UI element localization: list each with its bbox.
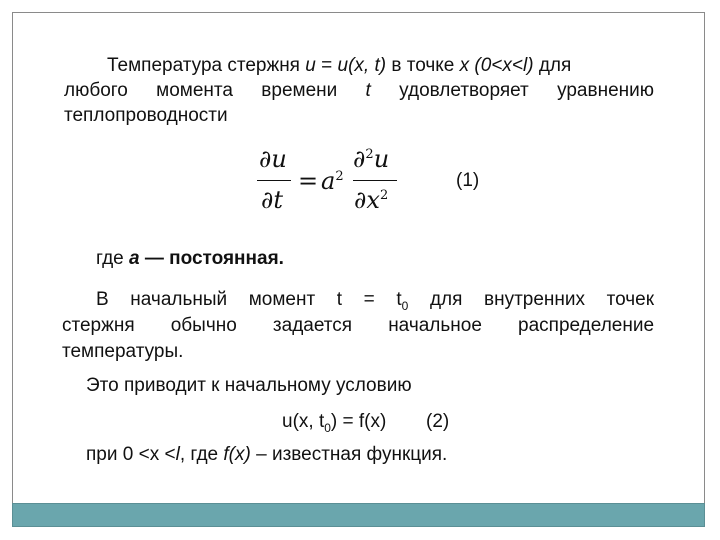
word: В	[96, 289, 109, 310]
paragraph-3: Это приводит к начальному условию	[86, 375, 412, 396]
initial-condition	[282, 409, 386, 441]
text: – известная функция.	[250, 444, 448, 465]
equation-number-2: (2)	[426, 411, 450, 432]
var-a: a	[129, 248, 140, 269]
coef-a: a	[321, 167, 336, 195]
var-u: u	[373, 145, 390, 173]
text: u(x, t	[282, 411, 325, 432]
text: в точке	[386, 55, 460, 76]
text: ) = f(x)	[330, 411, 387, 432]
partial-x: ∂x	[354, 186, 380, 214]
lhs-numerator: ∂u	[259, 145, 287, 173]
rhs-denominator	[354, 186, 388, 214]
word: распределение	[518, 315, 655, 336]
word: точек	[606, 289, 655, 310]
equals-sign: =	[298, 167, 319, 195]
word: начальный	[130, 289, 228, 310]
paragraph-1-line-3: теплопроводности	[64, 105, 228, 126]
word: t	[396, 289, 402, 310]
word: =	[363, 289, 375, 310]
word: начальное	[388, 315, 482, 336]
t0	[396, 289, 409, 313]
var-l: l	[175, 444, 180, 465]
var-fx: f(x)	[223, 444, 251, 465]
word: удовлетворяет	[399, 80, 529, 101]
text: — постоянная.	[139, 248, 284, 269]
paragraph-1-line-1	[107, 53, 571, 78]
word: уравнению	[557, 80, 654, 101]
var-t: t	[365, 80, 371, 101]
partial: ∂	[353, 145, 366, 173]
coefficient	[321, 167, 344, 195]
word: для	[429, 289, 463, 310]
fraction-line	[257, 180, 291, 181]
word: времени	[261, 80, 338, 101]
footer-bar	[12, 503, 705, 527]
word: внутренних	[484, 289, 586, 310]
paragraph-2-line-2	[62, 313, 654, 338]
var-u: u	[305, 55, 316, 76]
lhs-denominator: ∂t	[261, 186, 284, 214]
word: задается	[272, 315, 353, 336]
word: момента	[156, 80, 233, 101]
word: момент	[248, 289, 316, 310]
equation-number-1: (1)	[456, 170, 480, 191]
text: , где	[179, 444, 224, 465]
subscript: 0	[401, 298, 409, 313]
word: стержня	[62, 315, 135, 336]
where-line	[96, 246, 284, 271]
power: 2	[379, 188, 389, 203]
subscript: 0	[324, 420, 331, 435]
power: 2	[365, 147, 374, 162]
paragraph-2-line-3: температуры.	[62, 341, 184, 362]
text: =	[315, 55, 338, 76]
text: где	[96, 248, 130, 269]
var-x: x	[459, 55, 470, 76]
word: t	[336, 289, 343, 310]
text: при 0 <x <	[86, 444, 176, 465]
condition: (0<x<l)	[469, 55, 534, 76]
coef-power: 2	[335, 169, 344, 184]
paragraph-1-line-2	[64, 78, 654, 103]
final-line	[86, 442, 447, 467]
heat-equation	[255, 143, 405, 223]
word: обычно	[170, 315, 237, 336]
text: для	[533, 55, 572, 76]
word: любого	[64, 80, 128, 101]
fraction-line	[353, 180, 397, 181]
args: (x, t)	[348, 55, 387, 76]
text: Температура стержня	[107, 55, 306, 76]
var-u: u	[337, 55, 349, 76]
rhs-numerator	[353, 145, 389, 173]
